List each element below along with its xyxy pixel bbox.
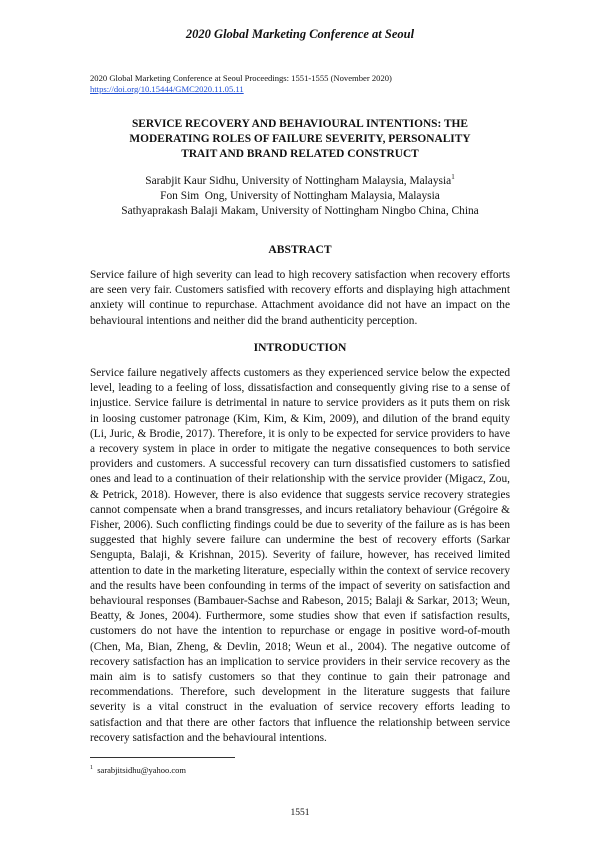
doi-link[interactable]: https://doi.org/10.15444/GMC2020.11.05.11 bbox=[90, 83, 244, 94]
proceedings-info bbox=[90, 73, 392, 94]
author-list bbox=[90, 174, 510, 219]
title-line: MODERATING ROLES OF FAILURE SEVERITY, PERSONALITY bbox=[129, 133, 471, 145]
paper-title bbox=[90, 117, 510, 162]
proceedings-citation: 2020 Global Marketing Conference at Seoul Proceedings: 1551-1555 (November 2020) bbox=[90, 73, 392, 83]
abstract-heading: ABSTRACT bbox=[268, 243, 332, 256]
abstract-text: Service failure of high severity can lead to high recovery satisfaction when recovery efforts are seen very fair. Customers satisfied with recovery efforts and displaying high attachment anxiety will continue to repurchase. Attachment avoidance did not have an impact on the behavioural intentions and neither did the brand authenticity perception. bbox=[90, 269, 510, 327]
page-number: 1551 bbox=[290, 808, 310, 818]
footnote-divider bbox=[90, 757, 235, 758]
introduction-heading: INTRODUCTION bbox=[253, 341, 347, 354]
introduction-text: Service failure negatively affects customers as they experienced service below the expected level, leading to a feeling of loss, dissatisfaction and consequently giving rise to a sense of injustice. Service failure is detrimental in nature to service providers as it puts them on risk in loosing customer patronage (Kim, Kim, & Kim, 2009), and dilution of the brand equity (Li, Juric, & Brodie, 2017). Therefore, it is only to be expected for service providers to have a recovery system in place in order to mitigate the negative consequences to both service providers and customers. A successful recovery can turn dissatisfied customers to satisfied ones and lead to a continuation of their relationship with the service provider (Migacz, Zou, & Petrick, 2018). However, there is also evidence that suggests service recovery strategies cannot compensate when a brand transgresses, and incurs retaliatory behaviour (Grégoire & Fisher, 2006). Such conflicting findings could be due to severity of the failure as is has been suggested that highly severe failure can undermine the best of recovery efforts (Sarkar Sengupta, Balaji, & Krishnan, 2015). Severity of failure, however, has received limited attention to date in the marketing literature, especially within the context of service recovery and the results have been confounding in terms of the impact of severity on satisfaction and behavioural responses (Bambauer-Sachse and Rabeson, 2015; Balaji & Sarkar, 2013; Weun, Beatty, & Jones, 2004). Furthermore, some studies show that even if satisfaction results, customers do not have the intention to repurchase or engage in positive word-of-mouth (Chen, Ma, Bian, Zheng, & Devlin, 2018; Weun et al., 2004). The negative outcome of recovery satisfaction has an implication to service providers in their service recovery as the main aim is to satisfy customers so that they continue to gain their patronage and recommendations. Therefore, such development in the literature suggests that failure severity is a vital construct in the evaluation of service recovery efforts leading to satisfaction and that there are other factors that influence the relationship between service recovery satisfaction and the behavioural intentions. bbox=[90, 367, 510, 744]
title-line: TRAIT AND BRAND RELATED CONSTRUCT bbox=[181, 148, 419, 160]
author-line: Sathyaprakash Balaji Makam, University of Nottingham Ningbo China, China bbox=[121, 205, 479, 217]
footnote-marker: 1 bbox=[451, 173, 455, 182]
title-line: SERVICE RECOVERY AND BEHAVIOURAL INTENTIONS: THE bbox=[131, 118, 469, 130]
footnote: $^1$ sarabjitsidhu@yahoo.com bbox=[90, 765, 187, 775]
author-line: Fon Sim Ong, University of Nottingham Malaysia, Malaysia bbox=[160, 190, 440, 202]
running-header: 2020 Global Marketing Conference at Seoul bbox=[185, 27, 415, 41]
footnote-email: sarabjitsidhu@yahoo.com bbox=[97, 765, 187, 775]
author-line: Sarabjit Kaur Sidhu, University of Nottingham Malaysia, Malaysia$^1$ bbox=[145, 173, 455, 187]
